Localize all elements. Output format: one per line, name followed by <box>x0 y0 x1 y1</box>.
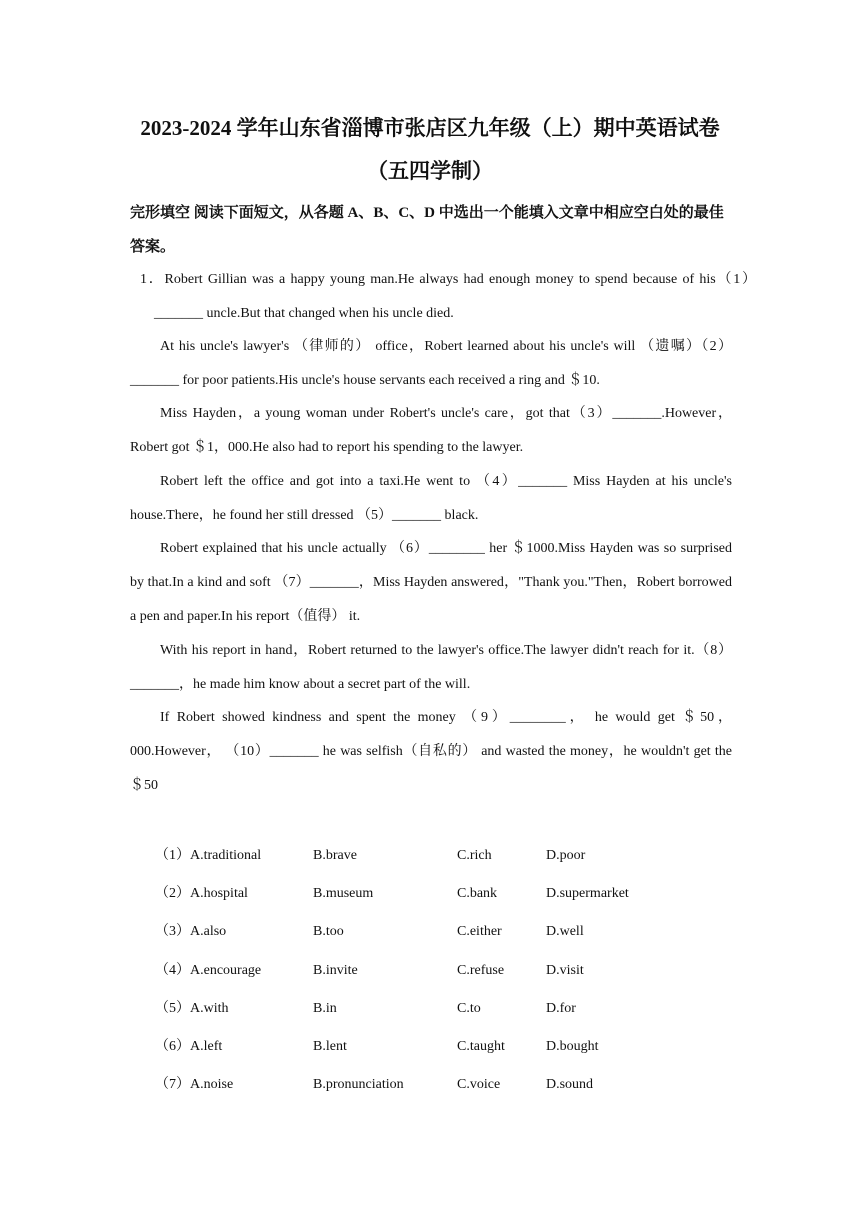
option-a: （5）A.with <box>155 1000 229 1016</box>
answer-options <box>155 839 715 1106</box>
option-row <box>155 1068 715 1106</box>
option-c: C.either <box>457 924 502 940</box>
option-c: C.to <box>457 1000 481 1016</box>
passage-paragraph-7: If Robert showed kindness and spent the money （9）________， he would get ＄50，000.However， （10）_______ he was selfish（自私的） and wasted the money，he wouldn't get the ＄50 <box>130 710 732 793</box>
passage-paragraph-2: At his uncle's lawyer's （律师的） office，Robert learned about his uncle's will （遗嘱）（2）_______ for poor patients.His uncle's house servants each received a ring and ＄10. <box>130 339 732 388</box>
option-d: D.sound <box>546 1077 594 1093</box>
option-row <box>155 915 715 953</box>
option-b: B.brave <box>313 848 357 863</box>
option-c: C.voice <box>457 1077 501 1093</box>
option-d: D.well <box>546 924 584 940</box>
option-c: C.taught <box>457 1038 505 1054</box>
option-d: D.supermarket <box>546 886 629 902</box>
passage-paragraph-1: 1．Robert Gillian was a happy young man.He always had enough money to spend because of his（1）_______ uncle.But that changed when his uncle died. <box>140 272 756 321</box>
option-b: B.lent <box>313 1038 347 1054</box>
option-c: C.rich <box>457 848 492 863</box>
option-b: B.invite <box>313 962 358 978</box>
option-d: D.bought <box>546 1038 599 1054</box>
option-c: C.bank <box>457 886 498 902</box>
option-d: D.visit <box>546 962 584 978</box>
option-b: B.pronunciation <box>313 1077 404 1093</box>
option-row <box>155 877 715 915</box>
passage-paragraph-6: With his report in hand，Robert returned to the lawyer's office.The lawyer didn't reach for it.（8）_______，he made him know about a secret part of the will. <box>130 643 732 692</box>
option-a: （1）A.traditional <box>155 848 262 863</box>
option-d: D.for <box>546 1000 576 1016</box>
option-a: （2）A.hospital <box>155 886 248 902</box>
option-a: （7）A.noise <box>155 1077 234 1093</box>
option-a: （3）A.also <box>155 924 227 940</box>
option-a: （4）A.encourage <box>155 962 262 978</box>
option-c: C.refuse <box>457 962 505 978</box>
passage-paragraph-3: Miss Hayden，a young woman under Robert's uncle's care，got that（3）_______.However，Robert got ＄1，000.He also had to report his spending to the lawyer. <box>130 406 732 455</box>
option-d: D.poor <box>546 848 586 863</box>
option-a: （6）A.left <box>155 1038 223 1054</box>
passage-paragraph-5: Robert explained that his uncle actually （6）________ her ＄1000.Miss Hayden was so surprised by that.In a kind and soft （7）_______，Miss Hayden answered，"Thank you."Then，Robert borrowed a pen and paper.In his report（值得） it. <box>130 541 732 624</box>
option-b: B.too <box>313 924 344 940</box>
option-row <box>155 954 715 992</box>
option-b: B.in <box>313 1000 337 1016</box>
passage-paragraph-4: Robert left the office and got into a taxi.He went to （4）_______ Miss Hayden at his uncle's house.There，he found her still dressed （5）_______ black. <box>130 474 732 523</box>
option-row <box>155 839 715 877</box>
section-heading: 完形填空 阅读下面短文，从各题 A、B、C、D 中选出一个能填入文章中相应空白处的最佳答案。 <box>130 205 724 255</box>
exam-subtitle: （五四学制） <box>367 159 493 183</box>
option-b: B.museum <box>313 886 374 902</box>
exam-title: 2023-2024 学年山东省淄博市张店区九年级（上）期中英语试卷 <box>140 116 720 140</box>
option-row <box>155 992 715 1030</box>
option-row <box>155 1030 715 1068</box>
